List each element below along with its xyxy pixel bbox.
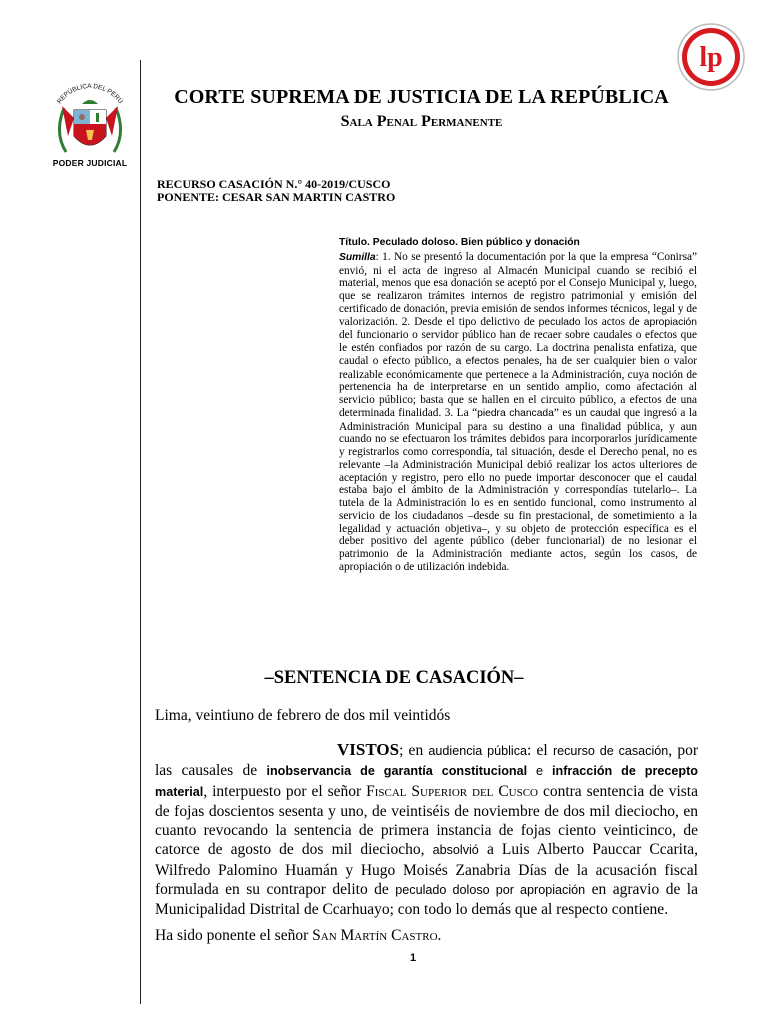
sumilla-text-2: los actos de: [580, 315, 644, 328]
date-line: Lima, veintiuno de febrero de dos mil veintidós: [155, 707, 451, 724]
lp-logo: [676, 22, 746, 92]
sumilla-paragraph: [339, 251, 697, 574]
term-audiencia: audiencia pública: [428, 744, 528, 758]
term-inobservancia: inobservancia de garantía constitucional: [266, 764, 528, 779]
sumilla-label: Sumilla: [339, 251, 376, 263]
recurso-line: RECURSO CASACIÓN N.° 40-2019/CUSCO: [157, 177, 391, 191]
body-text-8: en agravio de la Municipalidad Distrital de Ccarhuayo; con todo lo demás que al respecto contiene.: [155, 881, 698, 919]
court-title: CORTE SUPREMA DE JUSTICIA DE LA REPÚBLICA: [174, 86, 669, 108]
ponente-suffix: .: [437, 927, 442, 944]
sumilla-text-1: : 1. No se presentó la documentación por la que la empresa “Conirsa” envió, ni el acta de ingreso al Almacén Municipal cuando se recibió el material, menos que esa donación se aceptó por el Consejo Municipal y, luego, que se realizaron trámites internos de registro patrimonial y emisión del certificado de donación, previa emisión de sendos informes técnicos, legal y de valorización. 2. Desde el tipo delictivo de: [339, 250, 697, 328]
sumilla-titulo: Título. Peculado doloso. Bien público y donación: [339, 237, 580, 248]
body-text-1: ; en: [399, 742, 429, 759]
seal-top-text: REPÚBLICA DEL PERÚ: [55, 82, 125, 106]
sumilla-term-caudal: caudal: [590, 407, 621, 419]
page-number: 1: [410, 952, 417, 964]
term-infraccion: infracción de precepto material: [155, 764, 698, 799]
ponente-line: [155, 927, 441, 945]
sumilla-term-piedra: piedra chancada: [477, 407, 554, 419]
term-absolvio: absolvió: [432, 843, 479, 858]
margin-rule: [140, 60, 141, 1004]
vistos-paragraph: [155, 740, 698, 920]
body-text-7: a Luis Alberto Pauccar Ccarita, Wilfredo Palomino Huamán y Hugo Moisés Zanabria Días de la acusación fiscal formulada en su contrapor delito de: [155, 841, 699, 899]
ponente-name: San Martín Castro: [312, 927, 438, 944]
sumilla-text-6: que ingresó a la Administración Municipal para su destino a una finalidad pública, y aun cuando no se efectuaron los trámites debidos para incorporarlos jurídicamente y registrarlos como correspondía, tal situación, desde el Derecho penal, no es relevante –la Administración Municipal debió realizar los actos ulteriores de aceptación y registro, pero ello no puede importar desconocer que el caudal estaba bajo el ámbito de la Administración y correspondías tutelarlo–. La tutela de la Administración lo es en sentido funcional, como instrumento al servicio de los ciudadanos –desde su fin prestacional, de sometimiento a la legalidad y actuación objetiva–, y su objeto de protección específica es el deber positivo del agente público (deber funcionarial) de no lesionar el patrimonio de la Administración mediante actos, según los casos, de apropiación o de utilización indebida.: [339, 406, 697, 573]
case-header: [157, 178, 395, 203]
sumilla-text-4: , ha de ser cualquier bien o valor realizable económicamente que pertenece a la Administración, cuya noción de pertenencia ha de interpretarse en un sentido amplio, como afectación al servicio público; basta que se hallen en el circuito público, a efectos de una determinada finalidad. 3. La “: [339, 354, 697, 419]
term-fiscal: Fiscal Superior del Cusco: [366, 782, 539, 800]
sumilla-text-5: ” es un: [553, 406, 591, 419]
ponente-prefix: Ha sido ponente el señor: [155, 927, 313, 944]
seal-label: PODER JUDICIAL: [52, 158, 128, 168]
sumilla-text-3: del funcionario o servidor público han de recaer sobre caudales o efectos que le estén confiados por razón de su cargo. La doctrina penalista enfatiza, que caudal o efecto público,: [339, 329, 697, 367]
term-recurso: recurso de casación: [552, 744, 669, 758]
sentencia-title: –SENTENCIA DE CASACIÓN–: [264, 668, 524, 688]
term-peculado-doloso: peculado doloso por apropiación: [395, 883, 586, 898]
sumilla-block: [339, 237, 697, 574]
body-text-6: contra sentencia de vista de fojas doscientos sesenta y uno, de veintiséis de noviembre de dos mil dieciocho, en cuanto revocando la sentencia de primera instancia de fojas ciento veinticinco, de catorce de agosto de dos mil dieciocho,: [155, 782, 698, 859]
ponente-header-line: PONENTE: CESAR SAN MARTIN CASTRO: [157, 189, 396, 204]
sumilla-term-efectos: a efectos penales: [455, 355, 540, 367]
vistos-label: VISTOS: [337, 740, 400, 759]
sala-title: Sala Penal Permanente: [340, 113, 503, 130]
body-text-4: e: [527, 764, 553, 779]
sumilla-term-apropiacion: apropiación: [643, 316, 697, 328]
logo-text: lp: [699, 42, 723, 73]
sumilla-term-peculado: peculado: [538, 316, 581, 328]
body-text-3: , por las causales de: [155, 742, 699, 780]
body-text-2: : el: [527, 742, 553, 759]
body-text-5: , interpuesto por el señor: [203, 782, 367, 800]
